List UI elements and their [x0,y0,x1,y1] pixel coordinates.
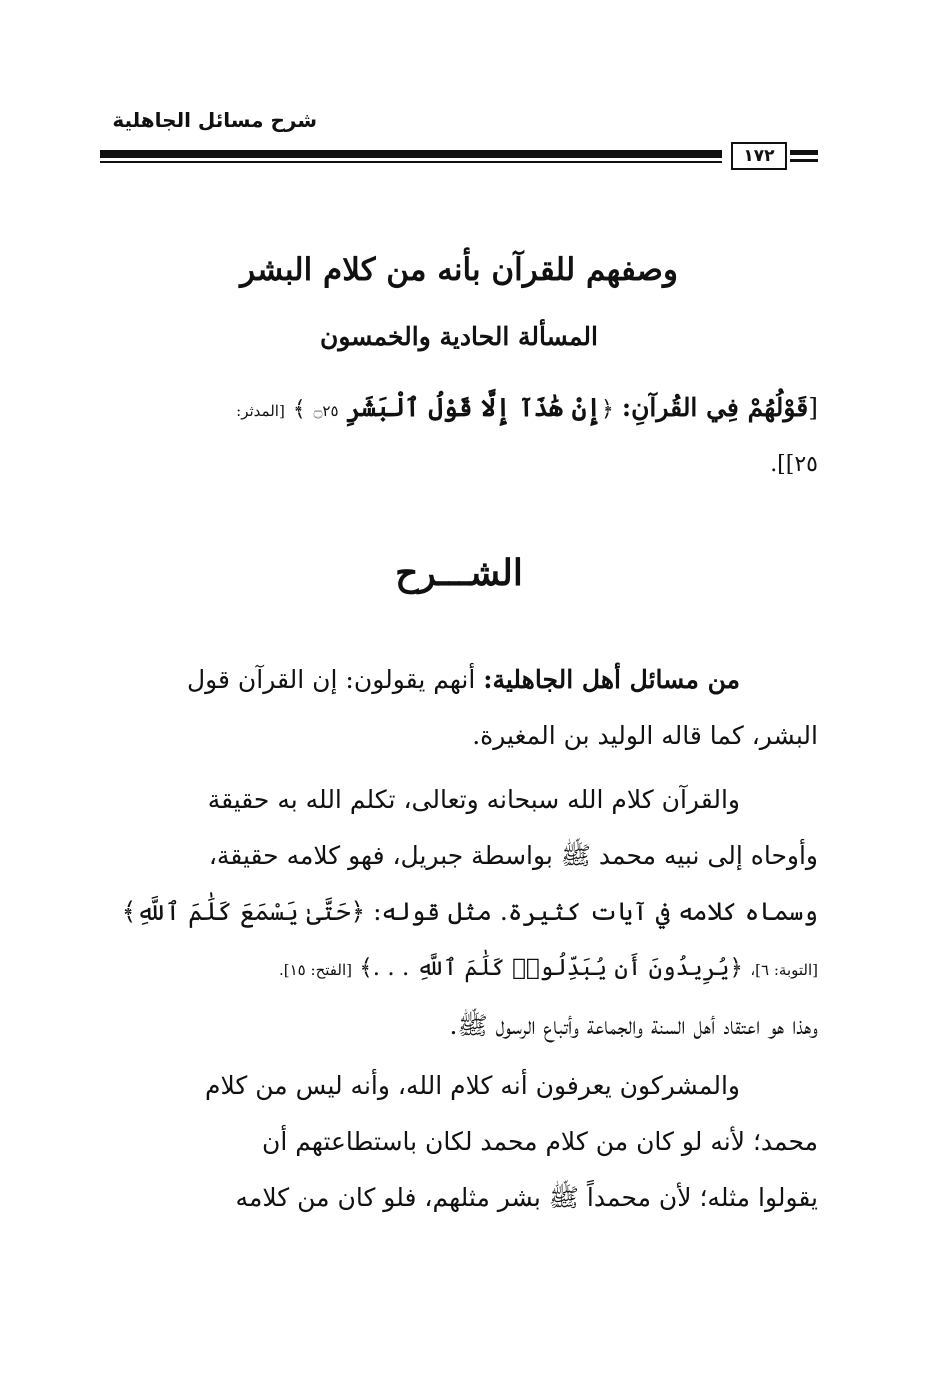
verse-ornament-close: ﴾ [292,397,306,422]
header-rule [100,150,722,158]
issue-subtitle: المسألة الحادية والخمسون [320,322,598,351]
verse-number: ۝٢٥ [313,402,339,420]
paragraph-2-line-5: وهذا هو اعتقاد أهل السنة والجماعة وأتباع الرسول ﷺ. [449,1011,818,1040]
surah-reference: [المدثر: [236,402,285,420]
verse-text: إِنْ هَٰذَآ إِلَّا قَوْلُ ٱلْبَشَرِ [346,393,601,422]
statement-line-2: ٢٥]]. [770,452,818,477]
paragraph-1 [96,652,818,764]
paragraph-2 [96,772,818,1054]
statement-line-1 [128,393,818,422]
paragraph-3-line-1: والمشركون يعرفون أنه كلام الله، وأنه ليس من كلام [204,1071,740,1100]
tawbah-reference: [التوبة: ٦]، [750,961,818,979]
paragraph-3 [96,1058,818,1226]
fath-reference: [الفتح: ١٥]. [279,961,352,979]
page-number: ١٧٢ [731,142,787,170]
fath-verse: ﴿يُرِيدُونَ أَن يُبَدِّلُوا۟ كَلَٰمَ ٱللَّهِ . . .﴾ [351,955,751,981]
paragraph-2-line-3: وسماه كلامه في آيات كثيرة. مثل قوله: ﴿حَتَّىٰ يَسْمَعَ كَلَٰمَ ٱللَّهِ﴾ [121,897,818,926]
bracket-open: [ [808,393,818,422]
header-rule-short [790,150,818,155]
paragraph-2-line-2: وأوحاه إلى نبيه محمد ﷺ بواسطة جبريل، فهو كلامه حقيقة، [208,841,818,870]
paragraph-3-line-3: يقولوا مثله؛ لأن محمداً ﷺ بشر مثلهم، فلو كان من كلامه [235,1183,818,1212]
paragraph-2-line-1: والقرآن كلام الله سبحانه وتعالى، تكلم الله به حقيقة [207,785,740,814]
paragraph-1-line-1 [96,652,818,708]
chapter-title: وصفهم للقرآن بأنه من كلام البشر [240,252,678,288]
paragraph-1-line-1-rest: أنهم يقولون: إن القرآن قول [186,665,484,694]
section-heading: الشـــرح [395,552,523,594]
paragraph-1-lead: من مسائل أهل الجاهلية: [483,665,740,694]
paragraph-1-line-2: البشر، كما قاله الوليد بن المغيرة. [472,721,818,750]
verse-ornament-open: ﴿ [601,397,614,422]
running-title: شرح مسائل الجاهلية [112,108,317,132]
paragraph-2-line-4 [96,940,818,998]
statement-lead: قَوْلُهُمْ فِي القُرآنِ: [621,393,809,422]
paragraph-3-line-2: محمد؛ لأنه لو كان من كلام محمد لكان باستطاعتهم أن [262,1127,818,1156]
